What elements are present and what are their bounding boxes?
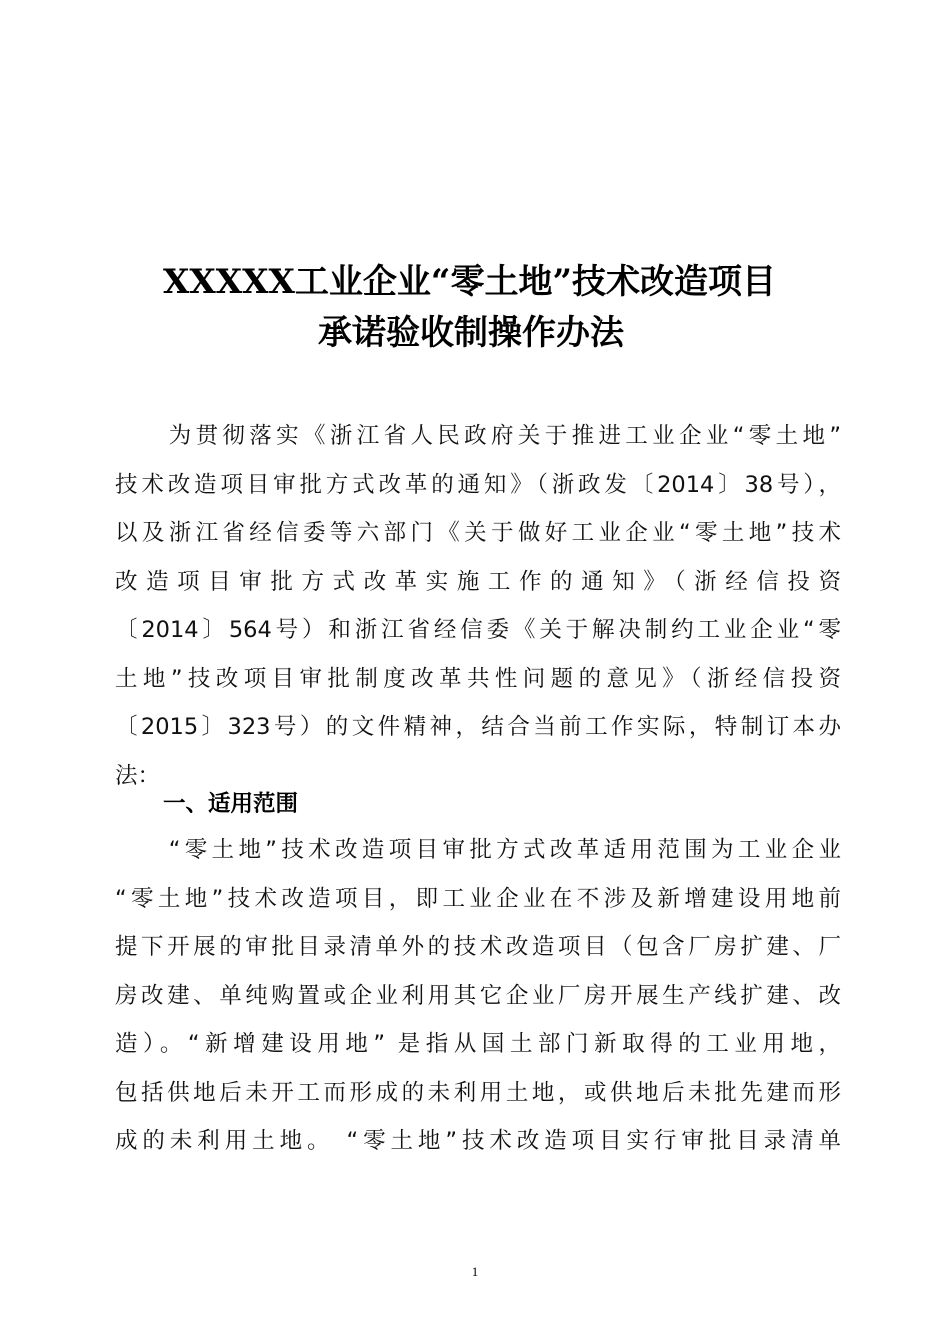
section-heading: 一、适用范围 — [163, 791, 299, 817]
document-title-line-2: 承诺验收制操作办法 — [318, 313, 624, 353]
paragraph-intro — [115, 412, 841, 800]
paragraph-line: 〔2015〕323号）的文件精神，结合当前工作实际，特制订本办 — [115, 714, 841, 740]
paragraph-line: “零土地”技术改造项目审批方式改革适用范围为工业企业 — [115, 837, 841, 863]
paragraph-line: 改造项目审批方式改革实施工作的通知》（浙经信投资 — [115, 568, 841, 595]
paragraph-scope — [115, 826, 841, 1166]
document-title-line-1: XXXXX工业企业“零土地”技术改造项目 — [163, 262, 777, 302]
paragraph-line: 成的未利用土地。 “零土地”技术改造项目实行审批目录清单 — [115, 1128, 841, 1154]
paragraph-line: 提下开展的审批目录清单外的技术改造项目（包含厂房扩建、厂 — [115, 934, 841, 960]
page-number: 1 — [471, 1264, 479, 1279]
paragraph-line: 法： — [115, 762, 161, 789]
paragraph-line: “零土地”技术改造项目，即工业企业在不涉及新增建设用地前 — [115, 885, 841, 912]
paragraph-line: 造）。“新增建设用地” 是指从国土部门新取得的工业用地， — [115, 1031, 841, 1057]
paragraph-line: 包括供地后未开工而形成的未利用土地，或供地后未批先建而形 — [115, 1079, 841, 1106]
paragraph-line: 技术改造项目审批方式改革的通知》（浙政发〔2014〕38号）， — [115, 471, 841, 498]
paragraph-line: 〔2014〕564号）和浙江省经信委《关于解决制约工业企业“零 — [115, 617, 841, 643]
paragraph-line: 房改建、单纯购置或企业利用其它企业厂房开展生产线扩建、改 — [115, 982, 841, 1009]
paragraph-line: 土地”技改项目审批制度改革共性问题的意见》（浙经信投资 — [115, 665, 841, 692]
paragraph-line: 为贯彻落实《浙江省人民政府关于推进工业企业“零土地” — [115, 423, 841, 449]
paragraph-line: 以及浙江省经信委等六部门《关于做好工业企业“零土地”技术 — [115, 520, 841, 546]
